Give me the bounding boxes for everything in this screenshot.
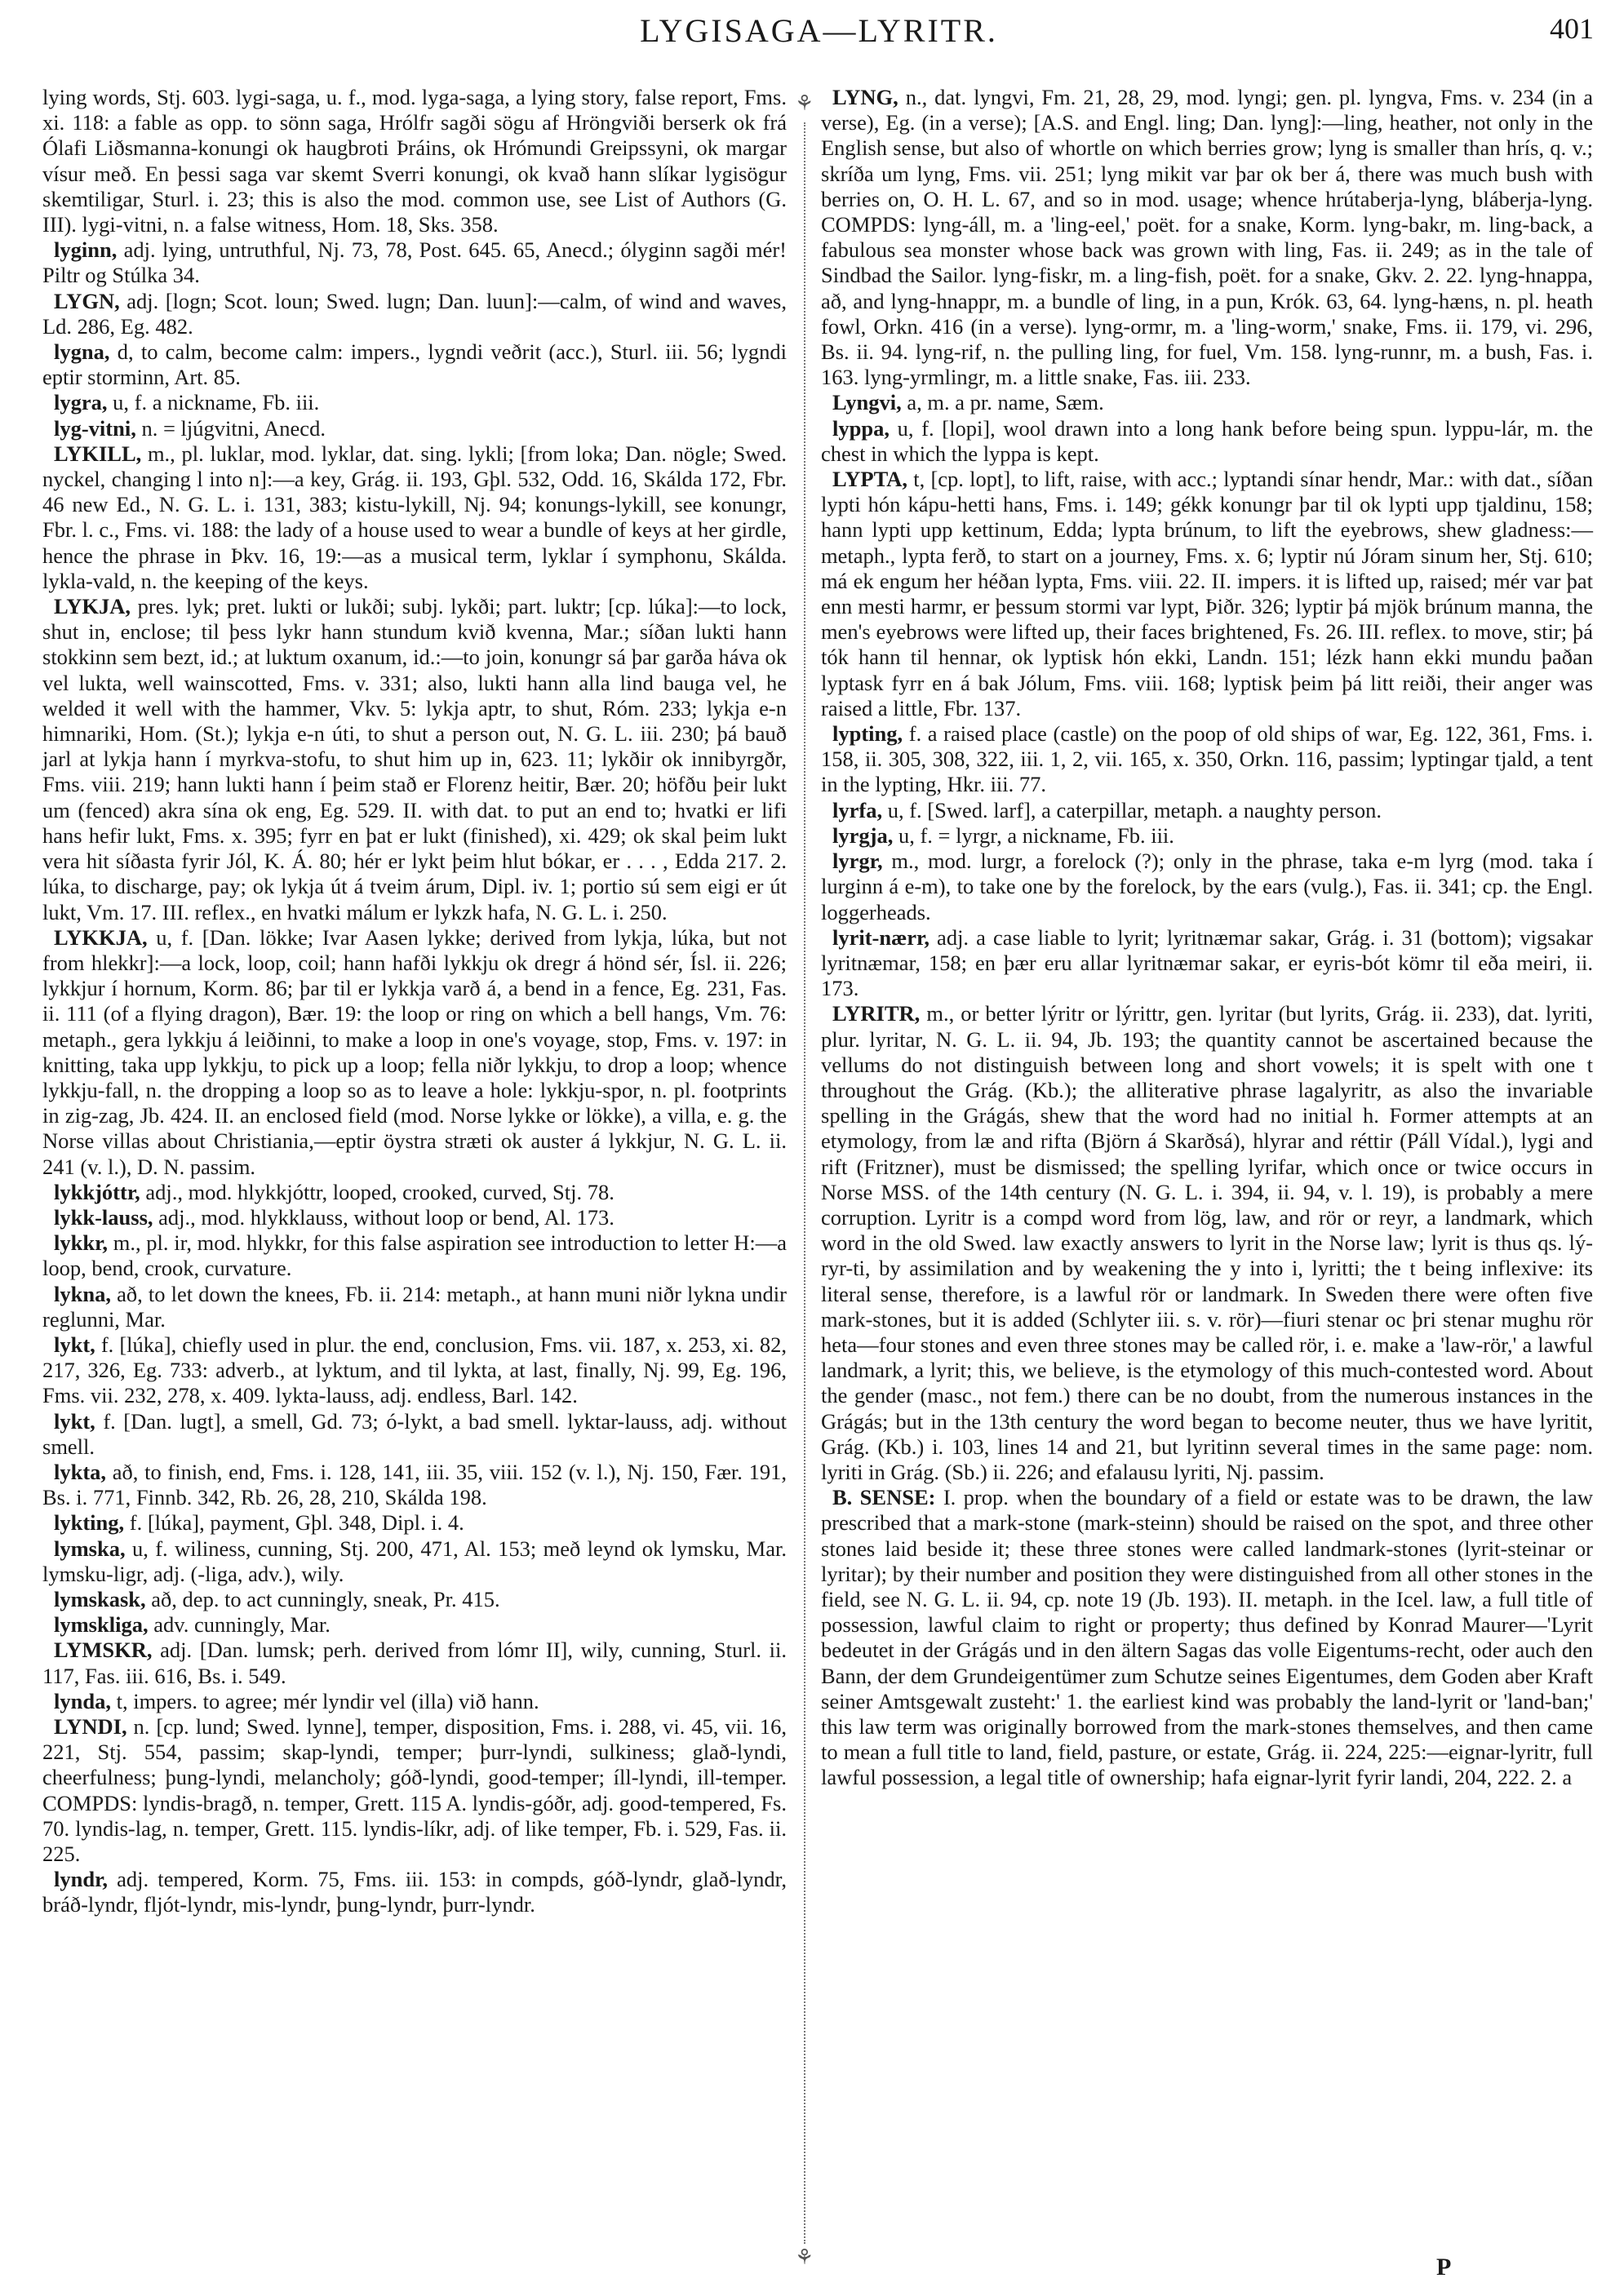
headword: LYNG, — [832, 85, 898, 109]
headword: lykna, — [54, 1281, 111, 1306]
dictionary-entry — [42, 1460, 787, 1510]
dictionary-entry — [42, 1282, 787, 1332]
dictionary-entry — [42, 339, 787, 390]
dictionary-entry — [42, 1689, 787, 1714]
dictionary-entry — [42, 1587, 787, 1612]
entry-text: u, f. wiliness, cunning, Stj. 200, 471, Al. 153; með leynd ok lymsku, Mar. lymsku-ligr, adj. (-liga, adv.), wily. — [42, 1536, 787, 1586]
headword: lyrgr, — [832, 849, 883, 874]
entry-text: m., mod. lurgr, a forelock (?); only in the phrase, taka e-m lyrg (mod. taka í lurginn á e-m), to take one by the forelock, by the ears (vulg.), Fas. ii. 341; cp. the Engl. loggerheads. — [821, 849, 1593, 924]
signature-mark: P — [1436, 2254, 1452, 2280]
headword: lykta, — [54, 1459, 107, 1484]
headword: LYNDI, — [54, 1714, 127, 1739]
entry-text: adj. tempered, Korm. 75, Fms. iii. 153: in compds, góð-lyndr, glað-lyndr, bráð-lyndr, fljót-lyndr, mis-lyndr, þung-lyndr, þurr-lyndr. — [42, 1867, 787, 1917]
dictionary-entry — [42, 390, 787, 415]
headword: LYPTA, — [832, 467, 908, 492]
right-column — [821, 85, 1593, 1791]
entry-text: u, f. = lyrgr, a nickname, Fb. iii. — [893, 822, 1174, 848]
dictionary-entry — [42, 441, 787, 594]
headword: lygna, — [54, 339, 110, 365]
dictionary-entry — [42, 1510, 787, 1536]
entry-text: u, f. a nickname, Fb. iii. — [107, 390, 320, 415]
entry-text: f. [Dan. lugt], a smell, Gd. 73; ó-lykt, a bad smell. lyktar-lauss, adj. without smell. — [42, 1408, 787, 1459]
dictionary-entry — [42, 1205, 787, 1230]
dictionary-entry — [821, 467, 1593, 721]
headword: lykt, — [54, 1408, 95, 1434]
dictionary-entry — [42, 1638, 787, 1688]
entry-text: f. [lúka], payment, Gþl. 348, Dipl. i. 4. — [124, 1510, 464, 1536]
headword: LYKJA, — [54, 594, 131, 619]
entry-text: I. prop. when the boundary of a field or estate was to be drawn, the law prescribed that a mark-stone (mark-steinn) should be raised on the spot, and three other stones laid beside it; these three stones were called landmark-stones (lyrit-steinar or lyritar); by their number and position they were distinguished from all other stones in the field, see N. G. L. ii. 94, cp. note 19 (Jb. 193). II. metaph. in the Icel. law, a full title of possession, lawful claim to right or property; thus defined by Konrad Maurer—'Lyrit bedeutet in der Grágás und in den ältern Sagas das volle Eigentums-recht, oder auch den Bann, der dem Grundeigentümer zum Schutze seines Eigentumes, dem Goden aber Kraft seiner Amtsgewalt zusteht:' 1. the earliest kind was probably the land-lyrit or 'land-ban;' this law term was originally borrowed from the mark-stones themselves, and then came to mean a full title to land, field, pasture, or estate, Grág. ii. 224, 225:—eignar-lyritr, full lawful possession, a legal title of ownership; hafa eignar-lyrit fyrir landi, 204, 222. 2. a — [821, 1485, 1593, 1790]
dictionary-entry — [821, 1485, 1593, 1790]
headword: Lyngvi, — [832, 390, 902, 415]
headword: lykkr, — [54, 1230, 109, 1256]
dictionary-entry — [42, 289, 787, 339]
dictionary-entry — [42, 1230, 787, 1281]
headword: lykk-lauss, — [54, 1204, 153, 1230]
dictionary-entry — [821, 416, 1593, 467]
dictionary-entry — [42, 594, 787, 925]
headword: lyginn, — [54, 237, 118, 263]
entry-text: n., dat. lyngvi, Fm. 21, 28, 29, mod. lyngi; gen. pl. lyngva, Fms. v. 234 (in a verse), Eg. (in a verse); [A.S. and Engl. ling; Dan. lyng]:—ling, heather, not only in the English sense, but also of whortle on which berries grow; lyng is smaller than hrís, q. v.; skríða um lyng, Fms. vii. 251; lyng mikit var þar ok ber á, there was much bush with berries on, O. H. L. 67, and so in mod. usage; whence hrútaberja-lyng, bláberja-lyng. COMPDS: lyng-áll, m. a 'ling-eel,' poët. for a snake, Korm. lyng-bakr, m. ling-back, a fabulous sea monster whose back was grown with ling, Fas. ii. 249; as in the tale of Sindbad the Sailor. lyng-fiskr, m. a ling-fish, poët. for a snake, Gkv. 2. 22. lyng-hnappa, að, and lyng-hnappr, m. a bundle of ling, in a pun, Krók. 63, 64. lyng-hæns, n. pl. heath fowl, Orkn. 416 (in a verse). lyng-ormr, m. a 'ling-worm,' snake, Fms. ii. 179, vi. 296, Bs. ii. 94. lyng-rif, n. the pulling ling, for fuel, Vm. 158. lyng-runnr, m. a bush, Fas. i. 163. lyng-yrmlingr, m. a little snake, Fas. iii. 233. — [821, 85, 1593, 390]
headword: lykting, — [54, 1510, 125, 1536]
headword: lyndr, — [54, 1867, 109, 1892]
entry-text: u, f. [Dan. lökke; Ivar Aasen lykke; derived from lykja, lúka, but not from hlekkr]:—a lock, loop, coil; hann hafði lykkju ok dregr á hönd sér, Ísl. ii. 226; lykkjur í hornum, Korm. 86; þar til er lykkja varð á, a bend in a fence, Eg. 231, Fas. ii. 111 (of a flying dragon), Bær. 19: the loop or ring on which a bell hangs, Vm. 76: metaph., gera lykkju á leiðinni, to make a loop in one's voyage, stop, Fms. v. 197: in knitting, taka upp lykkju, to pick up a loop; fella niðr lykkju, to drop a loop; whence lykkju-fall, n. the dropping a loop so as to leave a hole: lykkju-spor, n. pl. footprints in zig-zag, Jb. 424. II. an enclosed field (mod. Norse lykke or lökke), a villa, e. g. the Norse villas about Christiania,—eptir öystra stræti ok auster á lykkjur, N. G. L. ii. 241 (v. l.), D. N. passim. — [42, 924, 787, 1179]
entry-text: að, dep. to act cunningly, sneak, Pr. 415. — [145, 1586, 500, 1611]
dictionary-entry — [821, 798, 1593, 823]
headword: lyg-vitni, — [54, 415, 136, 441]
entry-text: m., pl. luklar, mod. lyklar, dat. sing. lykli; [from loka; Dan. nögle; Swed. nyckel, changing l into n]:—a key, Grág. ii. 193, Gþl. 532, Odd. 16, Skálda 172, Fbr. 46 new Ed., N. G. L. i. 131, 383; kistu-lykill, Nj. 94; konungs-lykill, see konungr, Fbr. l. c., Fms. vi. 188: the lady of a house used to wear a bundle of keys at her girdle, hence the phrase in Þkv. 16, 19:—as a musical term, lyklar í symphonu, Skálda. lykla-vald, n. the keeping of the keys. — [42, 441, 787, 593]
dictionary-entry — [42, 1867, 787, 1917]
entry-text: adj. [logn; Scot. loun; Swed. lugn; Dan. luun]:—calm, of wind and waves, Ld. 286, Eg. 482. — [42, 288, 787, 339]
dictionary-entry — [42, 1714, 787, 1867]
entry-text: að, to finish, end, Fms. i. 128, 141, iii. 35, viii. 152 (v. l.), Nj. 150, Fær. 191, Bs. i. 771, Finnb. 342, Rb. 26, 28, 210, Skálda 198. — [42, 1459, 787, 1510]
headword: lymskask, — [54, 1586, 146, 1611]
dictionary-entry — [42, 237, 787, 288]
dictionary-entry — [821, 390, 1593, 415]
entry-text: adj., mod. hlykklauss, without loop or bend, Al. 173. — [153, 1204, 614, 1230]
page-number: 401 — [1550, 12, 1594, 45]
headword: LYKILL, — [54, 441, 142, 466]
entry-text: adj. lying, untruthful, Nj. 73, 78, Post. 645. 65, Anecd.; ólyginn sagði mér! Piltr og Stúlka 34. — [42, 237, 787, 288]
entry-text: pres. lyk; pret. lukti or lukði; subj. lykði; part. luktr; [cp. lúka]:—to lock, shut in, enclose; til þess lykr hann stundum kvið kvenna, Mar.; síðan lukti hann stokkinn sem bezt, id.; at luktum oxanum, id.:—to join, konungr sá þar garða háva ok vel lukta, well wainscotted, Fms. v. 331; also, lukti hann alla lind bauga vel, he welded it well with the hammer, Vkv. 5: lykja aptr, to shut, Róm. 233; lykja e-n himnariki, Hom. (St.); lykja e-n úti, to shut a person out, N. G. L. iii. 230; þá bauð jarl at lykja hann í myrkva-stofu, to shut him up in, 623. 11; lykðir ok innibyrgðr, Fms. viii. 219; hann lukti hann í þeim stað er Florenz heitir, Bær. 20; höfðu þeir lukt um (fenced) akra sína ok eng, Eg. 529. II. with dat. to put an end to; hvatki er lifi hans hefir lukt, Fms. x. 395; fyrr en þat er lukt (finished), xi. 429; ok skal þeim lukt vera hit síðasta fyrir Jól, K. Á. 80; hér er lykt þeim hlut bókar, er . . . , Edda 217. 2. lúka, to discharge, pay; ok lykja út á tveim árum, Dipl. iv. 1; portio sú sem eigi er út lukt, Vm. 17. III. reflex., en hvatki málum er lykzk hafa, N. G. L. i. 250. — [42, 594, 787, 924]
headword: LYKKJA, — [54, 924, 148, 950]
headword: LYMSKR, — [54, 1638, 153, 1663]
dictionary-entry — [42, 925, 787, 1180]
entry-text: u, f. [lopi], wool drawn into a long hank before being spun. lyppu-lár, m. the chest in which the lyppa is kept. — [821, 415, 1593, 466]
headword: LYGN, — [54, 288, 120, 313]
page-header — [44, 11, 1594, 52]
headword: LYRITR, — [832, 1001, 921, 1026]
entry-text: að, to let down the knees, Fb. ii. 214: metaph., at hann muni niðr lykna undir reglunni, Mar. — [42, 1281, 787, 1332]
dictionary-entry — [42, 1180, 787, 1205]
headword: lypting, — [832, 721, 903, 747]
headword: lyrit-nærr, — [832, 924, 930, 950]
entry-text: f. [lúka], chiefly used in plur. the end, conclusion, Fms. vii. 187, x. 253, xi. 82, 217, 326, Eg. 733: adverb., at lyktum, and til lykta, at last, finally, Nj. 99, Eg. 196, Fms. vii. 232, 278, x. 409. lykta-lauss, adj. endless, Barl. 142. — [42, 1332, 787, 1408]
dictionary-entry — [42, 1536, 787, 1587]
entry-text: adj. [Dan. lumsk; perh. derived from lómr II], wily, cunning, Sturl. ii. 117, Fas. iii. 616, Bs. i. 549. — [42, 1638, 787, 1688]
dictionary-entry — [821, 85, 1593, 390]
headword: lykkjóttr, — [54, 1179, 140, 1204]
entry-text: f. a raised place (castle) on the poop of old ships of war, Eg. 122, 361, Fms. i. 158, ii. 305, 308, 322, iii. 1, 2, vii. 165, x. 350, Orkn. 116, passim; lyptingar tjald, a tent in the lypting, Hkr. iii. 77. — [821, 721, 1593, 797]
dictionary-entry — [42, 416, 787, 441]
running-title: LYGISAGA—LYRITR. — [640, 12, 998, 49]
entry-text: n. = ljúgvitni, Anecd. — [135, 415, 326, 441]
column-divider — [804, 122, 805, 2244]
dictionary-entry — [821, 1001, 1593, 1485]
left-column — [42, 85, 787, 1918]
column-ornament-bottom-icon: ⚘ — [795, 2245, 814, 2269]
headword: lygra, — [54, 390, 108, 415]
entry-text: u, f. [Swed. larf], a caterpillar, metaph. a naughty person. — [882, 797, 1382, 822]
headword: B. SENSE: — [832, 1485, 936, 1510]
entry-text: a, m. a pr. name, Sæm. — [901, 390, 1104, 415]
dictionary-entry — [821, 823, 1593, 849]
headword: lykt, — [54, 1332, 95, 1357]
dictionary-entry — [821, 721, 1593, 798]
dictionary-entry — [42, 1332, 787, 1409]
entry-text: n. [cp. lund; Swed. lynne], temper, disposition, Fms. i. 288, vi. 45, vii. 16, 221, Stj. 554, passim; skap-lyndi, temper; þurr-lyndi, sulkiness; glað-lyndi, cheerfulness; þung-lyndi, melancholy; góð-lyndi, good-temper; íll-lyndi, ill-temper. COMPDS: lyndis-bragð, n. temper, Grett. 115 A. lyndis-góðr, adj. good-tempered, Fs. 70. lyndis-lag, n. temper, Grett. 115. lyndis-líkr, adj. of like temper, Fb. i. 529, Fas. ii. 225. — [42, 1714, 787, 1867]
column-ornament-top-icon: ⚘ — [795, 91, 814, 115]
headword: lyrgja, — [832, 822, 894, 848]
headword: lymska, — [54, 1536, 126, 1561]
entry-text: d, to calm, become calm: impers., lygndi veðrit (acc.), Sturl. iii. 56; lygndi eptir storminn, Art. 85. — [42, 339, 787, 390]
dictionary-entry — [42, 1612, 787, 1638]
headword: lynda, — [54, 1688, 111, 1713]
entry-text: lying words, Stj. 603. lygi-saga, u. f., mod. lyga-saga, a lying story, false report, Fms. xi. 118: a fable as opp. to sönn saga, Hrólfr sagði sögu af Hröngviði berserk ok frá Ólafi Liðsmanna-konungi ok haugbroti Þráins, ok Hrómundi Greipssyni, ok margar vísur með. En þessi saga var skemt Sverri konungi, ok kvað hann slíkar lygisögur skemtiligar, Sturl. i. 23; this is also the mod. common use, see List of Authors (G. III). lygi-vitni, n. a false witness, Hom. 18, Sks. 358. — [42, 85, 787, 237]
entry-text: adj., mod. hlykkjóttr, looped, crooked, curved, Stj. 78. — [140, 1179, 614, 1204]
entry-text: m., pl. ir, mod. hlykkr, for this false aspiration see introduction to letter H:—a loop, bend, crook, curvature. — [42, 1230, 787, 1281]
entry-text: t, [cp. lopt], to lift, raise, with acc.; lyptandi sínar hendr, Mar.: with dat., síðan lypti hón kápu-hetti hans, Fms. i. 149; gékk konungr þar til ok lypti upp tjaldinu, 158; hann lypti upp kettinum, Edda; lypta brúnum, to lift the eyebrows, shew gladness:—metaph., lypta ferð, to start on a journey, Fms. x. 6; lyptir nú Jóram sinum her, Stj. 610; má ek engum her héðan lypta, Fms. viii. 22. II. impers. it is lifted up, raised; mér var þat enn mesti harmr, er þessum stormi var lypt, Þiðr. 326; lyptir þá mjök brúnum manna, the men's eyebrows were lifted up, their faces brightened, Fs. 26. III. reflex. to move, stir; þá tók hann til hennar, ok lyptisk hón ekki, Landn. 151; lézk hann ekki mundu þaðan lyptask fyrr en á bak Jólum, Fms. viii. 168; lyptisk þeim þá litt reiði, their anger was raised a little, Fbr. 137. — [821, 467, 1593, 720]
entry-text: adv. cunningly, Mar. — [148, 1612, 331, 1638]
headword: lyppa, — [832, 415, 890, 441]
dictionary-entry — [821, 925, 1593, 1002]
dictionary-entry — [821, 849, 1593, 925]
entry-text: t, impers. to agree; mér lyndir vel (illa) við hann. — [110, 1688, 539, 1713]
headword: lyrfa, — [832, 797, 883, 822]
dictionary-entry — [42, 85, 787, 237]
entry-text: adj. a case liable to lyrit; lyritnæmar sakar, Grág. i. 31 (bottom); vigsakar lyritnæmar, 158; en þær eru allar lyritnæmar sakar, er eyris-bót kömr til eða meiri, ii. 173. — [821, 924, 1593, 1001]
entry-text: m., or better lýritr or lýrittr, gen. lyritar (but lyrits, Grág. ii. 233), dat. lyriti, plur. lyritar, N. G. L. ii. 94, Jb. 193; the quantity cannot be ascertained because the vellums do not distinguish between long and short vowels; it is spelt with one t throughout the Grág. (Kb.); the alliterative phrase lagalyritr, as also the invariable spelling in the Grágás, shew that the word had no initial h. Former attempts at an etymology, from læ and rifta (Björn á Skarðsá), hlyrar and réttir (Páll Vídal.), lygi and rift (Fritzner), must be dismissed; the spelling lyrifar, which once or twice occurs in Norse MSS. of the 14th century (N. G. L. i. 394, ii. 94, v. l. 19), is probably a mere corruption. Lyritr is a compd word from lög, law, and rör or reyr, a landmark, which word in the old Swed. law exactly answers to lyrit in the Norse law; lyrit is thus qs. lý-ryr-ti, by assimilation and by weakening the y into i, lyritti; the t being inflexive: its literal sense, therefore, is a lawful rör or landmark. In Sweden there were often five mark-stones, but it is added (Schlyter iii. s. v. rör)—fiuri stenar oc þri stenar mughu rör heta—four stones and even three stones may be called rör, i. e. make a 'law-rör,' a lawful landmark, a lyrit; this, we believe, is the etymology of this much-contested word. About the gender (masc., not fem.) there can be no doubt, from the numerous instances in the Grágás; but in the 13th century the word began to become neuter, thus we have lyritit, Grág. (Kb.) i. 103, lines 14 and 21, but lyritinn several times in the same page: nom. lyriti in Grág. (Sb.) ii. 226; and efalausu lyriti, Nj. passim. — [821, 1001, 1593, 1484]
headword: lymskliga, — [54, 1612, 149, 1638]
dictionary-entry — [42, 1409, 787, 1460]
